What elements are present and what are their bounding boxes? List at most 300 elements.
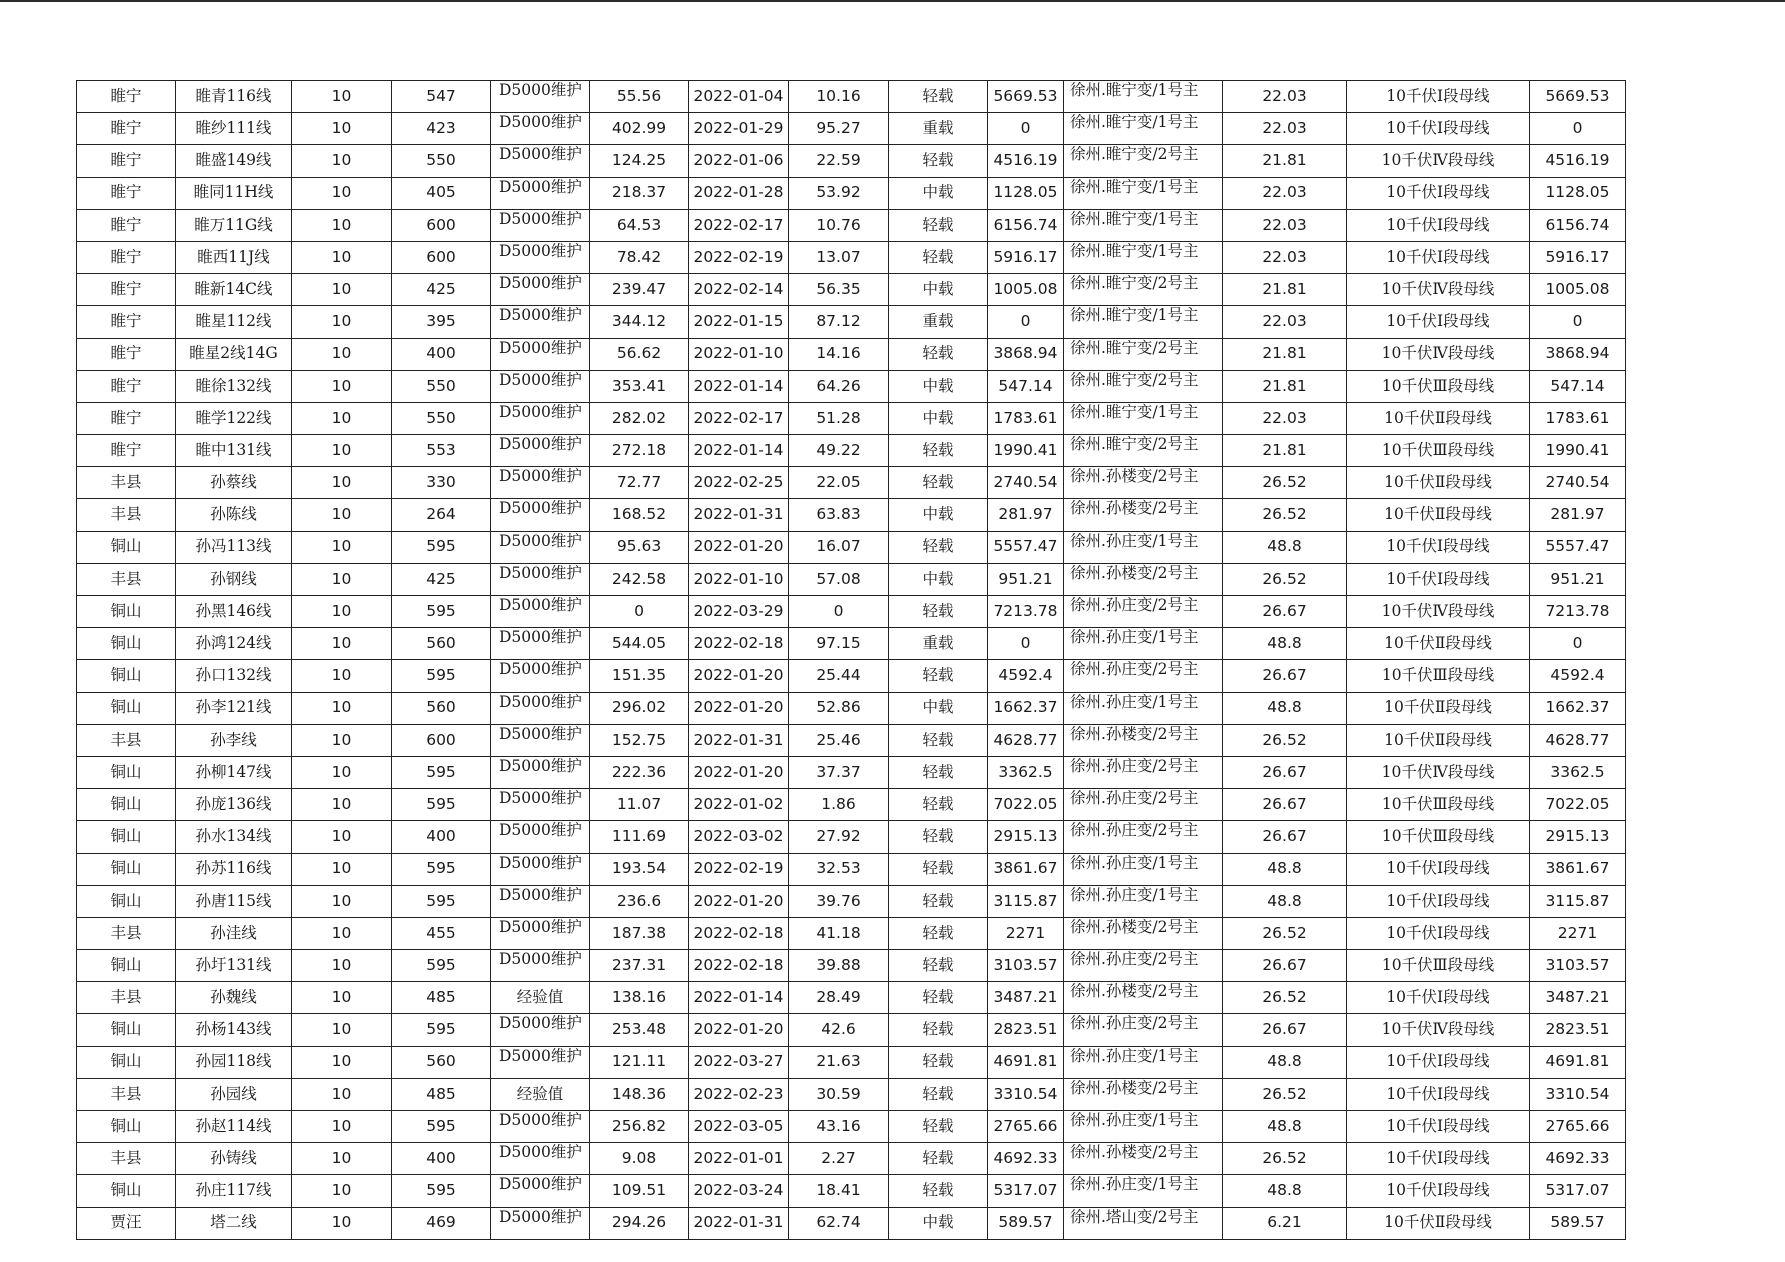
transformer-cell: 徐州.睢宁变/2号主: [1064, 338, 1223, 370]
county-cell: 铜山: [77, 821, 176, 853]
county-cell: 丰县: [77, 1078, 176, 1110]
date-cell: 2022-01-20: [689, 692, 789, 724]
transformer-cell: 徐州.孙庄变/2号主: [1064, 1014, 1223, 1046]
remaining-capacity-cell: 4692.33: [1530, 1143, 1626, 1175]
data-source-cell: D5000维护: [491, 1175, 590, 1207]
busbar-cell: 10千伏Ⅰ段母线: [1347, 1143, 1530, 1175]
date-cell: 2022-01-20: [689, 885, 789, 917]
table-row: [77, 1078, 1626, 1110]
transformer-cell: 徐州.孙庄变/1号主: [1064, 1111, 1223, 1143]
transformer-load-rate-cell: 48.8: [1223, 885, 1347, 917]
rated-capacity-cell: 425: [392, 563, 491, 595]
remaining-capacity-cell: 5557.47: [1530, 531, 1626, 563]
remaining-capacity-cell: 5317.07: [1530, 1175, 1626, 1207]
date-cell: 2022-02-17: [689, 209, 789, 241]
transformer-load-rate-cell: 48.8: [1223, 853, 1347, 885]
rated-capacity-cell: 595: [392, 853, 491, 885]
rated-capacity-cell: 600: [392, 724, 491, 756]
table-row: [77, 853, 1626, 885]
rated-capacity-cell: 595: [392, 950, 491, 982]
voltage-cell: 10: [292, 177, 392, 209]
transformer-cell: 徐州.孙楼变/2号主: [1064, 467, 1223, 499]
data-source-cell: D5000维护: [491, 950, 590, 982]
busbar-cell: 10千伏Ⅰ段母线: [1347, 1111, 1530, 1143]
rated-capacity-cell: 595: [392, 789, 491, 821]
available-capacity-cell: 6156.74: [988, 209, 1064, 241]
available-capacity-cell: 5669.53: [988, 81, 1064, 113]
load-rate-cell: 25.46: [789, 724, 889, 756]
load-level-cell: 重载: [889, 628, 988, 660]
transformer-cell: 徐州.孙庄变/1号主: [1064, 885, 1223, 917]
load-level-cell: 轻载: [889, 660, 988, 692]
rated-capacity-cell: 550: [392, 370, 491, 402]
table-row: [77, 338, 1626, 370]
transformer-load-rate-cell: 22.03: [1223, 402, 1347, 434]
data-source-cell: 经验值: [491, 982, 590, 1014]
line-name-cell: 孙庄117线: [176, 1175, 292, 1207]
load-level-cell: 轻载: [889, 435, 988, 467]
available-capacity-cell: 0: [988, 113, 1064, 145]
data-source-cell: D5000维护: [491, 209, 590, 241]
busbar-cell: 10千伏Ⅰ段母线: [1347, 81, 1530, 113]
date-cell: 2022-01-28: [689, 177, 789, 209]
rated-capacity-cell: 595: [392, 1014, 491, 1046]
county-cell: 铜山: [77, 853, 176, 885]
rated-capacity-cell: 560: [392, 692, 491, 724]
transformer-cell: 徐州.孙楼变/2号主: [1064, 1078, 1223, 1110]
transformer-cell: 徐州.孙庄变/1号主: [1064, 853, 1223, 885]
max-load-cell: 193.54: [590, 853, 689, 885]
county-cell: 铜山: [77, 885, 176, 917]
remaining-capacity-cell: 0: [1530, 628, 1626, 660]
table-row: [77, 370, 1626, 402]
line-name-cell: 孙鸿124线: [176, 628, 292, 660]
line-name-cell: 孙李121线: [176, 692, 292, 724]
load-rate-cell: 62.74: [789, 1207, 889, 1239]
load-rate-cell: 13.07: [789, 241, 889, 273]
busbar-cell: 10千伏Ⅰ段母线: [1347, 982, 1530, 1014]
voltage-cell: 10: [292, 402, 392, 434]
data-source-cell: D5000维护: [491, 628, 590, 660]
table-row: [77, 1143, 1626, 1175]
table-row: [77, 499, 1626, 531]
line-name-cell: 睢西11J线: [176, 241, 292, 273]
voltage-cell: 10: [292, 1111, 392, 1143]
max-load-cell: 294.26: [590, 1207, 689, 1239]
voltage-cell: 10: [292, 853, 392, 885]
county-cell: 睢宁: [77, 241, 176, 273]
busbar-cell: 10千伏Ⅰ段母线: [1347, 563, 1530, 595]
date-cell: 2022-01-14: [689, 435, 789, 467]
county-cell: 丰县: [77, 467, 176, 499]
county-cell: 睢宁: [77, 306, 176, 338]
transformer-cell: 徐州.孙庄变/1号主: [1064, 692, 1223, 724]
date-cell: 2022-01-31: [689, 724, 789, 756]
remaining-capacity-cell: 3103.57: [1530, 950, 1626, 982]
max-load-cell: 9.08: [590, 1143, 689, 1175]
county-cell: 睢宁: [77, 113, 176, 145]
available-capacity-cell: 1990.41: [988, 435, 1064, 467]
max-load-cell: 296.02: [590, 692, 689, 724]
data-source-cell: D5000维护: [491, 1143, 590, 1175]
table-row: [77, 660, 1626, 692]
available-capacity-cell: 3362.5: [988, 756, 1064, 788]
max-load-cell: 272.18: [590, 435, 689, 467]
data-source-cell: D5000维护: [491, 177, 590, 209]
voltage-cell: 10: [292, 113, 392, 145]
rated-capacity-cell: 595: [392, 1175, 491, 1207]
load-rate-cell: 25.44: [789, 660, 889, 692]
max-load-cell: 55.56: [590, 81, 689, 113]
max-load-cell: 121.11: [590, 1046, 689, 1078]
voltage-cell: 10: [292, 531, 392, 563]
load-rate-cell: 18.41: [789, 1175, 889, 1207]
remaining-capacity-cell: 1990.41: [1530, 435, 1626, 467]
remaining-capacity-cell: 3487.21: [1530, 982, 1626, 1014]
load-level-cell: 轻载: [889, 853, 988, 885]
date-cell: 2022-02-14: [689, 274, 789, 306]
data-source-cell: D5000维护: [491, 81, 590, 113]
remaining-capacity-cell: 2740.54: [1530, 467, 1626, 499]
load-rate-cell: 51.28: [789, 402, 889, 434]
feeder-load-table: [76, 80, 1626, 1240]
available-capacity-cell: 5317.07: [988, 1175, 1064, 1207]
data-source-cell: D5000维护: [491, 1111, 590, 1143]
date-cell: 2022-02-17: [689, 402, 789, 434]
rated-capacity-cell: 469: [392, 1207, 491, 1239]
line-name-cell: 睢万11G线: [176, 209, 292, 241]
data-source-cell: D5000维护: [491, 241, 590, 273]
remaining-capacity-cell: 2271: [1530, 917, 1626, 949]
available-capacity-cell: 4628.77: [988, 724, 1064, 756]
transformer-cell: 徐州.睢宁变/1号主: [1064, 177, 1223, 209]
table-row: [77, 756, 1626, 788]
county-cell: 铜山: [77, 692, 176, 724]
rated-capacity-cell: 595: [392, 1111, 491, 1143]
load-rate-cell: 22.59: [789, 145, 889, 177]
available-capacity-cell: 3487.21: [988, 982, 1064, 1014]
voltage-cell: 10: [292, 821, 392, 853]
table-row: [77, 81, 1626, 113]
load-level-cell: 中载: [889, 563, 988, 595]
busbar-cell: 10千伏Ⅰ段母线: [1347, 853, 1530, 885]
max-load-cell: 11.07: [590, 789, 689, 821]
remaining-capacity-cell: 4628.77: [1530, 724, 1626, 756]
voltage-cell: 10: [292, 1046, 392, 1078]
busbar-cell: 10千伏Ⅰ段母线: [1347, 1175, 1530, 1207]
transformer-load-rate-cell: 48.8: [1223, 1046, 1347, 1078]
load-level-cell: 轻载: [889, 338, 988, 370]
line-name-cell: 孙李线: [176, 724, 292, 756]
voltage-cell: 10: [292, 1143, 392, 1175]
max-load-cell: 124.25: [590, 145, 689, 177]
table-row: [77, 145, 1626, 177]
busbar-cell: 10千伏Ⅰ段母线: [1347, 1046, 1530, 1078]
date-cell: 2022-02-18: [689, 917, 789, 949]
busbar-cell: 10千伏Ⅳ段母线: [1347, 145, 1530, 177]
voltage-cell: 10: [292, 724, 392, 756]
date-cell: 2022-01-06: [689, 145, 789, 177]
available-capacity-cell: 7213.78: [988, 596, 1064, 628]
load-level-cell: 轻载: [889, 917, 988, 949]
load-rate-cell: 39.76: [789, 885, 889, 917]
county-cell: 铜山: [77, 628, 176, 660]
load-level-cell: 中载: [889, 402, 988, 434]
date-cell: 2022-03-05: [689, 1111, 789, 1143]
voltage-cell: 10: [292, 145, 392, 177]
line-name-cell: 孙园118线: [176, 1046, 292, 1078]
load-level-cell: 轻载: [889, 1111, 988, 1143]
busbar-cell: 10千伏Ⅲ段母线: [1347, 370, 1530, 402]
date-cell: 2022-01-31: [689, 1207, 789, 1239]
line-name-cell: 睢纱111线: [176, 113, 292, 145]
voltage-cell: 10: [292, 370, 392, 402]
data-source-cell: D5000维护: [491, 113, 590, 145]
available-capacity-cell: 4516.19: [988, 145, 1064, 177]
rated-capacity-cell: 405: [392, 177, 491, 209]
data-source-cell: D5000维护: [491, 467, 590, 499]
busbar-cell: 10千伏Ⅰ段母线: [1347, 531, 1530, 563]
data-source-cell: D5000维护: [491, 306, 590, 338]
table-row: [77, 1046, 1626, 1078]
available-capacity-cell: 5557.47: [988, 531, 1064, 563]
data-source-cell: D5000维护: [491, 563, 590, 595]
line-name-cell: 孙钢线: [176, 563, 292, 595]
line-name-cell: 孙赵114线: [176, 1111, 292, 1143]
date-cell: 2022-02-18: [689, 950, 789, 982]
rated-capacity-cell: 330: [392, 467, 491, 499]
table-row: [77, 306, 1626, 338]
transformer-load-rate-cell: 48.8: [1223, 628, 1347, 660]
load-level-cell: 轻载: [889, 1078, 988, 1110]
available-capacity-cell: 1005.08: [988, 274, 1064, 306]
line-name-cell: 塔二线: [176, 1207, 292, 1239]
transformer-load-rate-cell: 26.52: [1223, 499, 1347, 531]
transformer-cell: 徐州.孙楼变/2号主: [1064, 563, 1223, 595]
load-rate-cell: 14.16: [789, 338, 889, 370]
remaining-capacity-cell: 5916.17: [1530, 241, 1626, 273]
load-rate-cell: 0: [789, 596, 889, 628]
busbar-cell: 10千伏Ⅱ段母线: [1347, 499, 1530, 531]
transformer-load-rate-cell: 26.52: [1223, 917, 1347, 949]
available-capacity-cell: 3861.67: [988, 853, 1064, 885]
load-level-cell: 轻载: [889, 756, 988, 788]
available-capacity-cell: 2915.13: [988, 821, 1064, 853]
table-row: [77, 885, 1626, 917]
table-row: [77, 402, 1626, 434]
county-cell: 睢宁: [77, 177, 176, 209]
busbar-cell: 10千伏Ⅲ段母线: [1347, 821, 1530, 853]
date-cell: 2022-03-02: [689, 821, 789, 853]
max-load-cell: 402.99: [590, 113, 689, 145]
county-cell: 贾汪: [77, 1207, 176, 1239]
max-load-cell: 168.52: [590, 499, 689, 531]
county-cell: 丰县: [77, 1143, 176, 1175]
load-rate-cell: 21.63: [789, 1046, 889, 1078]
data-source-cell: D5000维护: [491, 1207, 590, 1239]
feeder-load-sheet: [76, 80, 1626, 1240]
line-name-cell: 孙杨143线: [176, 1014, 292, 1046]
load-rate-cell: 39.88: [789, 950, 889, 982]
busbar-cell: 10千伏Ⅳ段母线: [1347, 338, 1530, 370]
transformer-load-rate-cell: 22.03: [1223, 209, 1347, 241]
line-name-cell: 睢徐132线: [176, 370, 292, 402]
load-rate-cell: 53.92: [789, 177, 889, 209]
data-source-cell: D5000维护: [491, 531, 590, 563]
load-rate-cell: 28.49: [789, 982, 889, 1014]
load-level-cell: 重载: [889, 306, 988, 338]
data-source-cell: D5000维护: [491, 435, 590, 467]
available-capacity-cell: 547.14: [988, 370, 1064, 402]
line-name-cell: 睢学122线: [176, 402, 292, 434]
date-cell: 2022-01-10: [689, 563, 789, 595]
transformer-load-rate-cell: 22.03: [1223, 306, 1347, 338]
rated-capacity-cell: 595: [392, 596, 491, 628]
remaining-capacity-cell: 1662.37: [1530, 692, 1626, 724]
voltage-cell: 10: [292, 1078, 392, 1110]
transformer-cell: 徐州.孙庄变/2号主: [1064, 950, 1223, 982]
date-cell: 2022-01-01: [689, 1143, 789, 1175]
transformer-cell: 徐州.睢宁变/2号主: [1064, 435, 1223, 467]
load-level-cell: 中载: [889, 1207, 988, 1239]
date-cell: 2022-01-02: [689, 789, 789, 821]
load-level-cell: 轻载: [889, 1014, 988, 1046]
transformer-load-rate-cell: 26.67: [1223, 596, 1347, 628]
remaining-capacity-cell: 6156.74: [1530, 209, 1626, 241]
max-load-cell: 218.37: [590, 177, 689, 209]
max-load-cell: 222.36: [590, 756, 689, 788]
county-cell: 睢宁: [77, 402, 176, 434]
available-capacity-cell: 951.21: [988, 563, 1064, 595]
table-row: [77, 1111, 1626, 1143]
line-name-cell: 孙黑146线: [176, 596, 292, 628]
voltage-cell: 10: [292, 1207, 392, 1239]
voltage-cell: 10: [292, 241, 392, 273]
table-row: [77, 113, 1626, 145]
table-body: [77, 81, 1626, 1240]
max-load-cell: 78.42: [590, 241, 689, 273]
voltage-cell: 10: [292, 435, 392, 467]
transformer-cell: 徐州.孙楼变/2号主: [1064, 917, 1223, 949]
rated-capacity-cell: 485: [392, 982, 491, 1014]
line-name-cell: 睢新14C线: [176, 274, 292, 306]
line-name-cell: 孙庞136线: [176, 789, 292, 821]
transformer-cell: 徐州.睢宁变/1号主: [1064, 306, 1223, 338]
county-cell: 丰县: [77, 982, 176, 1014]
voltage-cell: 10: [292, 950, 392, 982]
load-level-cell: 轻载: [889, 724, 988, 756]
remaining-capacity-cell: 1783.61: [1530, 402, 1626, 434]
load-level-cell: 轻载: [889, 241, 988, 273]
line-name-cell: 睢盛149线: [176, 145, 292, 177]
transformer-load-rate-cell: 26.52: [1223, 724, 1347, 756]
voltage-cell: 10: [292, 917, 392, 949]
rated-capacity-cell: 560: [392, 628, 491, 660]
rated-capacity-cell: 595: [392, 660, 491, 692]
load-level-cell: 轻载: [889, 1046, 988, 1078]
load-rate-cell: 10.76: [789, 209, 889, 241]
transformer-cell: 徐州.孙庄变/2号主: [1064, 821, 1223, 853]
busbar-cell: 10千伏Ⅱ段母线: [1347, 467, 1530, 499]
voltage-cell: 10: [292, 982, 392, 1014]
available-capacity-cell: 4691.81: [988, 1046, 1064, 1078]
data-source-cell: D5000维护: [491, 789, 590, 821]
voltage-cell: 10: [292, 81, 392, 113]
load-level-cell: 中载: [889, 499, 988, 531]
table-row: [77, 724, 1626, 756]
date-cell: 2022-01-10: [689, 338, 789, 370]
rated-capacity-cell: 400: [392, 821, 491, 853]
remaining-capacity-cell: 4516.19: [1530, 145, 1626, 177]
remaining-capacity-cell: 4691.81: [1530, 1046, 1626, 1078]
transformer-cell: 徐州.睢宁变/2号主: [1064, 370, 1223, 402]
rated-capacity-cell: 550: [392, 402, 491, 434]
table-row: [77, 177, 1626, 209]
transformer-cell: 徐州.睢宁变/1号主: [1064, 402, 1223, 434]
date-cell: 2022-02-23: [689, 1078, 789, 1110]
table-row: [77, 531, 1626, 563]
transformer-load-rate-cell: 48.8: [1223, 1111, 1347, 1143]
max-load-cell: 0: [590, 596, 689, 628]
available-capacity-cell: 1662.37: [988, 692, 1064, 724]
table-row: [77, 917, 1626, 949]
max-load-cell: 253.48: [590, 1014, 689, 1046]
county-cell: 睢宁: [77, 209, 176, 241]
voltage-cell: 10: [292, 499, 392, 531]
county-cell: 睢宁: [77, 370, 176, 402]
load-level-cell: 轻载: [889, 982, 988, 1014]
remaining-capacity-cell: 0: [1530, 306, 1626, 338]
rated-capacity-cell: 395: [392, 306, 491, 338]
data-source-cell: D5000维护: [491, 1014, 590, 1046]
table-row: [77, 241, 1626, 273]
transformer-load-rate-cell: 22.03: [1223, 113, 1347, 145]
county-cell: 铜山: [77, 950, 176, 982]
county-cell: 睢宁: [77, 145, 176, 177]
load-level-cell: 中载: [889, 177, 988, 209]
transformer-load-rate-cell: 6.21: [1223, 1207, 1347, 1239]
load-level-cell: 重载: [889, 113, 988, 145]
voltage-cell: 10: [292, 660, 392, 692]
load-rate-cell: 2.27: [789, 1143, 889, 1175]
voltage-cell: 10: [292, 1014, 392, 1046]
transformer-cell: 徐州.孙庄变/2号主: [1064, 789, 1223, 821]
load-level-cell: 中载: [889, 692, 988, 724]
rated-capacity-cell: 553: [392, 435, 491, 467]
table-row: [77, 274, 1626, 306]
load-level-cell: 轻载: [889, 1143, 988, 1175]
voltage-cell: 10: [292, 1175, 392, 1207]
available-capacity-cell: 4592.4: [988, 660, 1064, 692]
county-cell: 丰县: [77, 563, 176, 595]
busbar-cell: 10千伏Ⅳ段母线: [1347, 274, 1530, 306]
transformer-load-rate-cell: 26.67: [1223, 821, 1347, 853]
transformer-load-rate-cell: 26.52: [1223, 1143, 1347, 1175]
transformer-cell: 徐州.孙楼变/2号主: [1064, 724, 1223, 756]
busbar-cell: 10千伏Ⅲ段母线: [1347, 950, 1530, 982]
rated-capacity-cell: 400: [392, 1143, 491, 1175]
data-source-cell: D5000维护: [491, 1046, 590, 1078]
data-source-cell: D5000维护: [491, 274, 590, 306]
transformer-cell: 徐州.睢宁变/1号主: [1064, 113, 1223, 145]
remaining-capacity-cell: 7022.05: [1530, 789, 1626, 821]
available-capacity-cell: 0: [988, 306, 1064, 338]
line-name-cell: 孙口132线: [176, 660, 292, 692]
load-rate-cell: 43.16: [789, 1111, 889, 1143]
table-row: [77, 435, 1626, 467]
remaining-capacity-cell: 547.14: [1530, 370, 1626, 402]
available-capacity-cell: 7022.05: [988, 789, 1064, 821]
